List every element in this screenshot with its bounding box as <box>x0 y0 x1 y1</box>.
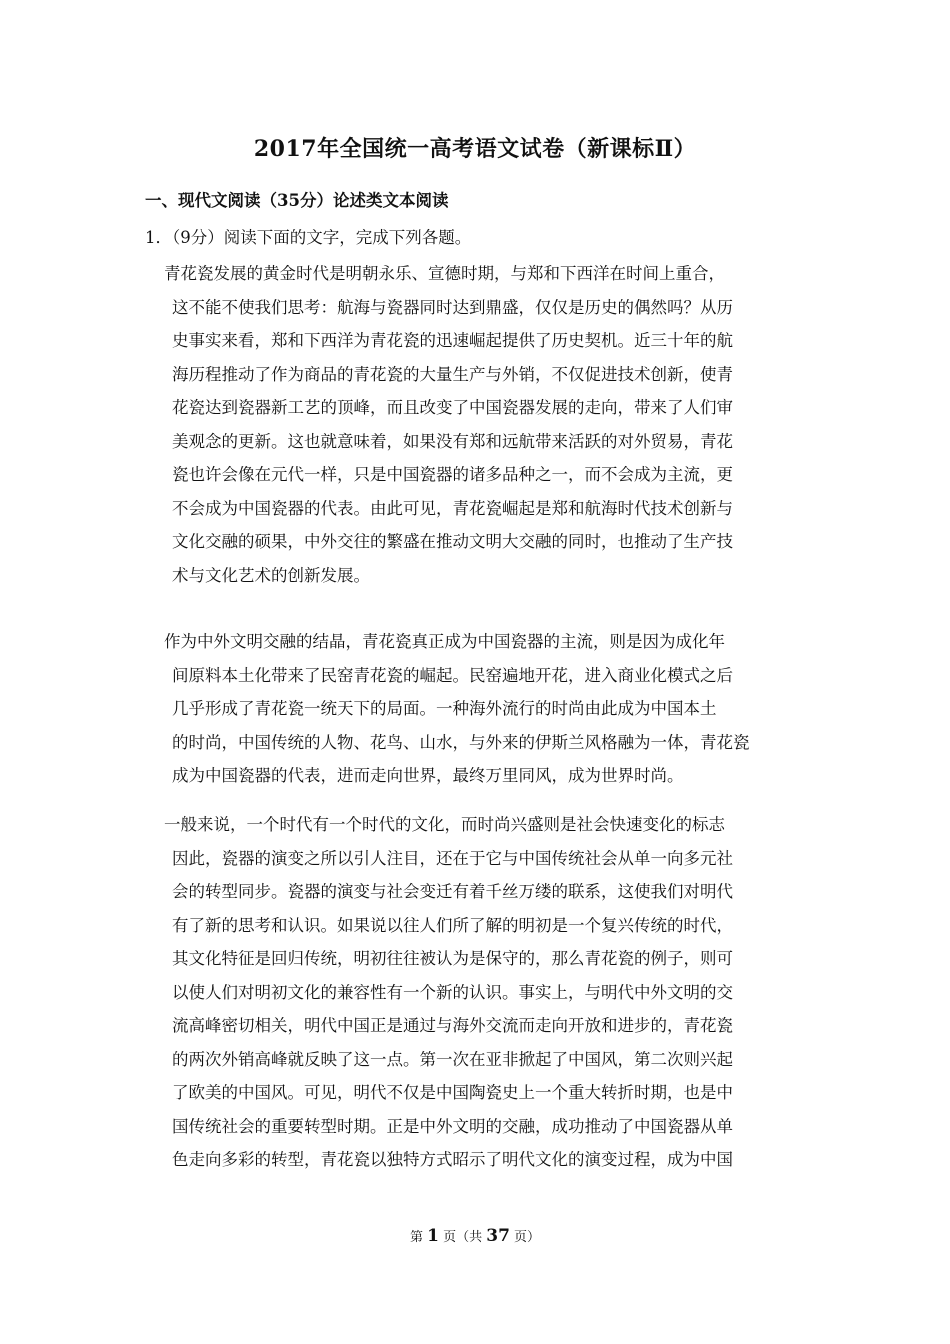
passage-paragraph-2 <box>164 625 814 793</box>
footer-page-number: 1 <box>427 1226 439 1246</box>
text-line: 瓷也许会像在元代一样，只是中国瓷器的诸多品种之一，而不会成为主流，更 <box>172 465 733 484</box>
text-line: 史事实来看，郑和下西洋为青花瓷的迅速崛起提供了历史契机。近三十年的航 <box>172 331 733 350</box>
passage-paragraph-1 <box>164 257 814 592</box>
footer-total-pages: 37 <box>486 1226 510 1246</box>
text-line: 美观念的更新。这也就意味着，如果没有郑和远航带来活跃的对外贸易，青花 <box>172 431 733 451</box>
text-line: 国传统社会的重要转型时期。正是中外文明的交融，成功推动了中国瓷器从单 <box>172 1116 733 1136</box>
text-line: 流高峰密切相关，明代中国正是通过与海外交流而走向开放和进步的，青花瓷 <box>172 1016 733 1035</box>
passage-paragraph-3 <box>164 808 814 1177</box>
page-footer <box>0 1226 950 1246</box>
text-line: 不会成为中国瓷器的代表。由此可见，青花瓷崛起是郑和航海时代技术创新与 <box>172 498 733 518</box>
footer-mid: 页（共 <box>443 1230 483 1245</box>
text-line: 作为中外文明交融的结晶，青花瓷真正成为中国瓷器的主流，则是因为成化年 <box>164 632 725 651</box>
footer-prefix: 第 <box>409 1230 423 1245</box>
footer-suffix: 页） <box>514 1230 541 1245</box>
text-line: 其文化特征是回归传统，明初往往被认为是保守的，那么青花瓷的例子，则可 <box>172 949 733 968</box>
text-line: 文化交融的硕果，中外交往的繁盛在推动文明大交融的同时，也推动了生产技 <box>172 532 733 551</box>
text-line: 会的转型同步。瓷器的演变与社会变迁有着千丝万缕的联系，这使我们对明代 <box>172 882 733 901</box>
text-line: 一般来说，一个时代有一个时代的文化，而时尚兴盛则是社会快速变化的标志 <box>164 815 725 834</box>
text-line: 海历程推动了作为商品的青花瓷的大量生产与外销，不仅促进技术创新，使青 <box>172 364 733 384</box>
text-line: 因此，瓷器的演变之所以引人注目，还在于它与中国传统社会从单一向多元社 <box>172 848 733 868</box>
text-line: 色走向多彩的转型，青花瓷以独特方式昭示了明代文化的演变过程，成为中国 <box>172 1150 733 1169</box>
text-line: 术与文化艺术的创新发展。 <box>172 565 370 585</box>
text-line: 成为中国瓷器的代表，进而走向世界，最终万里同风，成为世界时尚。 <box>172 766 684 785</box>
text-line: 以使人们对明初文化的兼容性有一个新的认识。事实上，与明代中外文明的交 <box>172 982 733 1002</box>
text-line: 花瓷达到瓷器新工艺的顶峰，而且改变了中国瓷器发展的走向，带来了人们审 <box>172 398 733 417</box>
text-line: 这不能不使我们思考：航海与瓷器同时达到鼎盛，仅仅是历史的偶然吗？从历 <box>172 297 733 317</box>
question-prompt: 1．（9分）阅读下面的文字，完成下列各题。 <box>145 228 472 247</box>
text-line: 了欧美的中国风。可见，明代不仅是中国陶瓷史上一个重大转折时期，也是中 <box>172 1083 733 1102</box>
page-title: 2017年全国统一高考语文试卷（新课标Ⅱ） <box>253 136 697 162</box>
text-line: 的时尚，中国传统的人物、花鸟、山水，与外来的伊斯兰风格融为一体，青花瓷 <box>172 732 750 752</box>
text-line: 的两次外销高峰就反映了这一点。第一次在亚非掀起了中国风，第二次则兴起 <box>172 1049 733 1069</box>
text-line: 青花瓷发展的黄金时代是明朝永乐、宣德时期，与郑和下西洋在时间上重合， <box>164 264 725 283</box>
section-heading: 一、现代文阅读（35分）论述类文本阅读 <box>145 191 449 210</box>
text-line: 间原料本土化带来了民窑青花瓷的崛起。民窑遍地开花，进入商业化模式之后 <box>172 665 733 685</box>
text-line: 几乎形成了青花瓷一统天下的局面。一种海外流行的时尚由此成为中国本土 <box>172 699 717 718</box>
text-line: 有了新的思考和认识。如果说以往人们所了解的明初是一个复兴传统的时代， <box>172 915 733 935</box>
